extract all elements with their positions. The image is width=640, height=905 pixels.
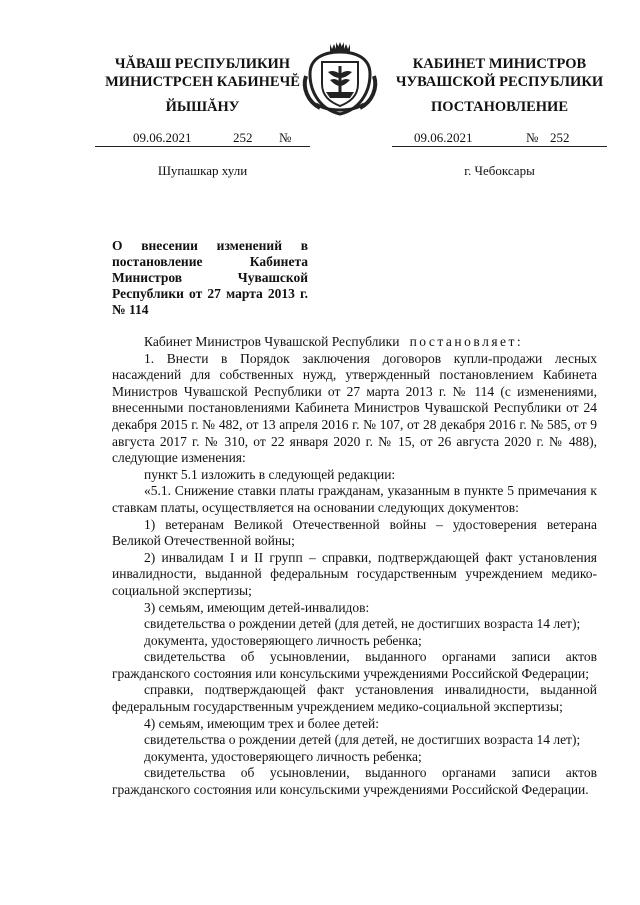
body-intro [112, 334, 597, 351]
header-left-line2: МИНИСТРСЕН КАБИНЕЧĔ [105, 74, 300, 90]
header-left-line1: ЧĂВАШ РЕСПУБЛИКИН [114, 56, 291, 72]
right-number: 252 [550, 130, 570, 145]
document-body [112, 334, 597, 799]
left-number-sign: № [279, 130, 292, 145]
left-city: Шупашкар хули [157, 163, 248, 178]
header-left-title [95, 55, 310, 91]
body-paragraph: документа, удостоверяющего личность ребенка; [144, 748, 422, 764]
left-underline [95, 146, 310, 147]
body-paragraph: 1. Внести в Порядок заключения договоров купли-продажи лесных насаждений для собственных нужд, утвержденный постановлением Кабинета Министров Чувашской Республики от 27 марта 2013 г. № 114 (с изменениями, внесенными постановлениями Кабинета Министров Чувашской Республики от 24 декабря 2015 г. № 482, от 13 апреля 2016 г. № 107, от 28 декабря 2016 г. № 585, от 9 августа 2017 г. № 310, от 22 января 2020 г. № 15, от 26 августа 2020 г. № 488), следующие изменения: [112, 350, 597, 466]
right-date-number-line [392, 130, 607, 148]
right-underline [392, 146, 607, 147]
left-number: 252 [233, 130, 253, 145]
body-paragraph: пункт 5.1 изложить в следующей редакции: [144, 466, 396, 482]
body-paragraph: 3) семьям, имеющим детей-инвалидов: [144, 599, 370, 615]
right-number-sign: № [526, 130, 539, 145]
body-paragraph: свидетельства о рождении детей (для детей, не достигших возраста 14 лет); [144, 616, 581, 632]
body-paragraph: 2) инвалидам I и II групп – справки, подтверждающей факт установления инвалидности, выданной федеральным государственным учреждением медико-социальной экспертизы; [112, 549, 597, 598]
header-right-line1: КАБИНЕТ МИНИСТРОВ [412, 56, 587, 72]
header-right-doc-type: ПОСТАНОВЛЕНИЕ [430, 99, 568, 115]
header-right-line2: ЧУВАШСКОЙ РЕСПУБЛИКИ [395, 74, 604, 90]
document-subject: О внесении изменений в постановление Кабинета Министров Чувашской Республики от 27 марта 2013 г. № 114 [112, 238, 308, 317]
left-date-number-line [95, 130, 310, 148]
body-paragraph: 1) ветеранам Великой Отечественной войны – удостоверения ветерана Великой Отечественной войны; [112, 516, 597, 549]
header-right-title [392, 55, 607, 91]
left-date: 09.06.2021 [133, 130, 192, 145]
decree-word: постановляет: [409, 334, 524, 349]
body-paragraph: «5.1. Снижение ставки платы гражданам, указанным в пункте 5 примечания к ставкам платы, осуществляется на основании следующих документов: [112, 483, 597, 515]
right-city: г. Чебоксары [464, 163, 535, 178]
body-paragraph: документа, удостоверяющего личность ребенка; [144, 632, 422, 648]
right-date: 09.06.2021 [414, 130, 473, 145]
body-paragraph: свидетельства об усыновлении, выданного органами записи актов гражданского состояния или консульскими учреждениями Российской Федерации. [112, 765, 597, 798]
body-paragraph: свидетельства о рождении детей (для детей, не достигших возраста 14 лет); [144, 732, 581, 748]
chuvash-coat-of-arms-icon [300, 40, 380, 118]
body-paragraph: 4) семьям, имеющим трех и более детей: [144, 715, 379, 731]
body-paragraph: справки, подтверждающей факт установления инвалидности, выданной федеральным государственным учреждением медико-социальной экспертизы; [112, 682, 597, 715]
body-paragraph: свидетельства об усыновлении, выданного органами записи актов гражданского состояния или консульскими учреждениями Российской Федерации; [112, 649, 597, 681]
header-left-doc-type: ЙЫШĂНУ [165, 99, 240, 115]
body-intro-text: Кабинет Министров Чувашской Республики [144, 334, 400, 349]
